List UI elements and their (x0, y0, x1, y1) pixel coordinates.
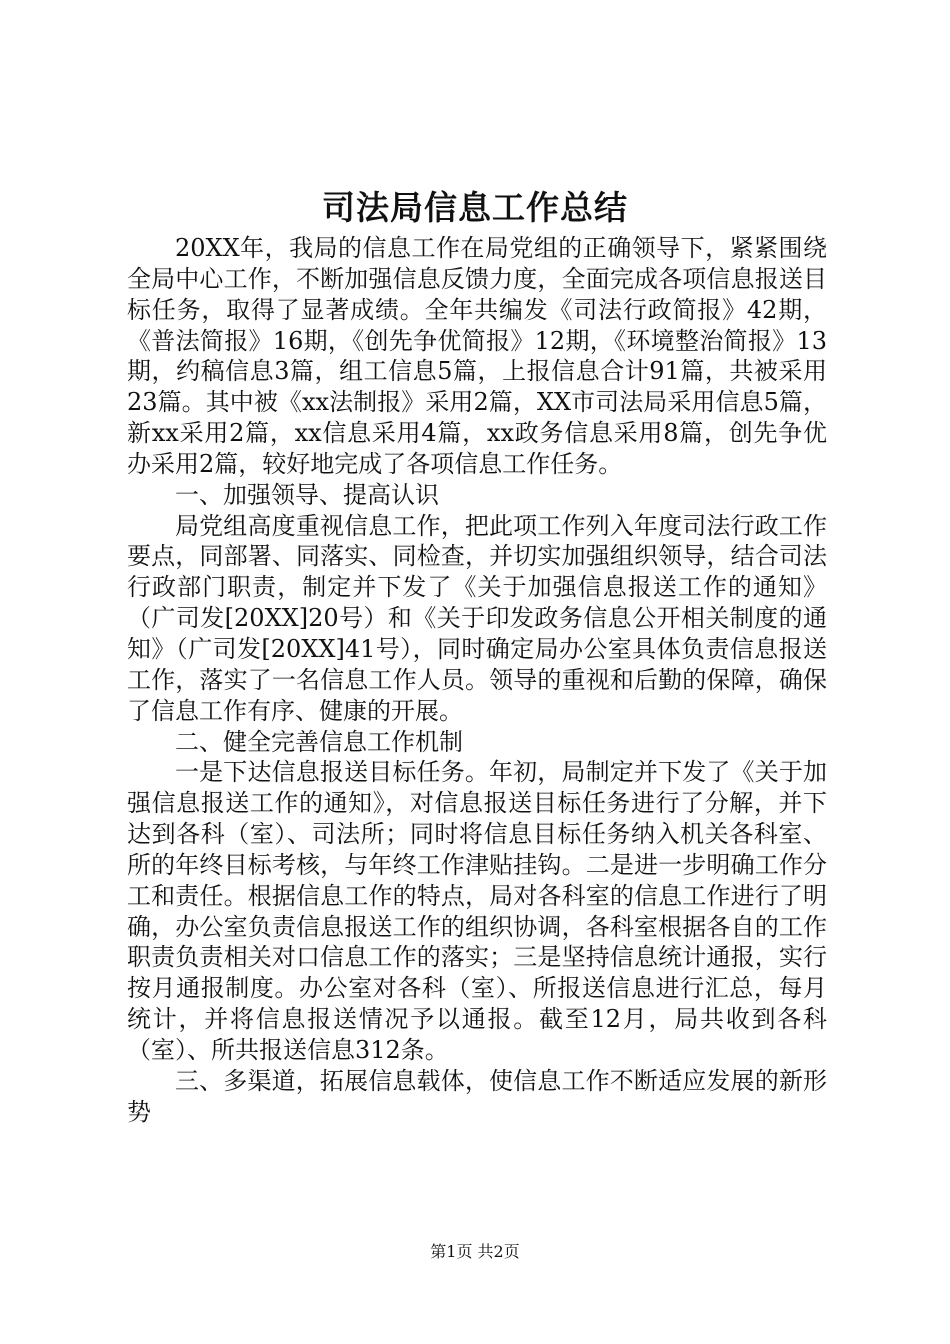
section-1-paragraph: 局党组高度重视信息工作，把此项工作列入年度司法行政工作要点，同部署、同落实、同检查，并切实加强组织领导，结合司法行政部门职责，制定并下发了《关于加强信息报送工作的通知》（广司发[20XX]20号）和《关于印发政务信息公开相关制度的通知》（广司发[20XX]41号），同时确定局办公室具体负责信息报送工作，落实了一名信息工作人员。领导的重视和后勤的保障，确保了信息工作有序、健康的开展。 (127, 511, 827, 725)
page-footer: 第1页 共2页 (430, 1242, 520, 1261)
section-2-paragraph: 一是下达信息报送目标任务。年初，局制定并下发了《关于加强信息报送工作的通知》，对信息报送目标任务进行了分解，并下达到各科（室）、司法所；同时将信息目标任务纳入机关各科室、所的年终目标考核，与年终工作津贴挂钩。二是进一步明确工作分工和责任。根据信息工作的特点，局对各科室的信息工作进行了明确，办公室负责信息报送工作的组织协调，各科室根据各自的工作职责负责相关对口信息工作的落实；三是坚持信息统计通报，实行按月通报制度。办公室对各科（室）、所报送信息进行汇总，每月统计，并将信息报送情况予以通报。截至12月，局共收到各科（室）、所共报送信息312条。 (127, 758, 827, 1064)
section-heading-3: 三、多渠道，拓展信息载体，使信息工作不断适应发展的新形势 (127, 1066, 827, 1126)
document-body (127, 233, 827, 1127)
document-title: 司法局信息工作总结 (322, 188, 628, 227)
section-heading-2: 二、健全完善信息工作机制 (175, 727, 463, 756)
section-heading-1: 一、加强领导、提高认识 (175, 480, 439, 509)
intro-paragraph: 20XX年，我局的信息工作在局党组的正确领导下，紧紧围绕全局中心工作，不断加强信息反馈力度，全面完成各项信息报送目标任务，取得了显著成绩。全年共编发《司法行政简报》42期，《普法简报》16期，《创先争优简报》12期，《环境整治简报》13期，约稿信息3篇，组工信息5篇，上报信息合计91篇，共被采用23篇。其中被《xx法制报》采用2篇，XX市司法局采用信息5篇，新xx采用2篇，xx信息采用4篇，xx政务信息采用8篇，创先争优办采用2篇，较好地完成了各项信息工作任务。 (127, 234, 827, 478)
